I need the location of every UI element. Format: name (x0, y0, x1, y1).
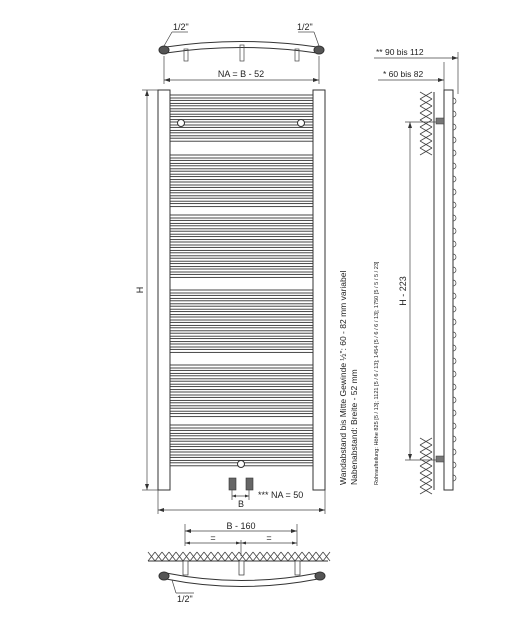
cross-tube (170, 231, 313, 234)
bottom-bracket-left (183, 561, 188, 575)
cross-tube (170, 258, 313, 261)
right-collector (313, 90, 325, 490)
bottom-end-cap-left (159, 572, 169, 580)
top-connection-left-label: 1/2" (173, 22, 189, 32)
cross-tube (170, 392, 313, 395)
notes (338, 261, 380, 485)
front-vent-point (238, 461, 245, 468)
cross-tube (170, 317, 313, 320)
cross-tube (170, 349, 313, 352)
top-connection-right-label: 1/2" (297, 22, 313, 32)
note-tube-distribution: Rohraufteilung: Höhe 825 [5 / 13]; 1121 [5 / 6 / 13]; 1454 [5 / 6 / 6 / 13]; 1750 [5 / 5 / 5 / 23] (374, 261, 380, 485)
side-bracket-bottom (436, 456, 444, 462)
cross-tube (170, 339, 313, 342)
cross-tube (170, 274, 313, 277)
side-bracket-top (436, 118, 444, 124)
cross-tube (170, 193, 313, 196)
front-height-label: H (135, 286, 145, 294)
cross-tube (170, 344, 313, 347)
bottom-view (148, 521, 330, 604)
cross-tube (170, 95, 313, 98)
bottom-end-cap-right (315, 572, 325, 580)
front-fixing-point-left (178, 120, 185, 127)
cross-tube (170, 100, 313, 103)
cross-tube (170, 376, 313, 379)
cross-tube (170, 403, 313, 406)
cross-tube (170, 264, 313, 267)
cross-tube (170, 387, 313, 390)
cross-tube (170, 226, 313, 229)
bottom-valve-right (246, 478, 253, 490)
front-width-label: B (237, 499, 245, 509)
front-fixing-point-right (298, 120, 305, 127)
cross-tube (170, 171, 313, 174)
cross-tube (170, 166, 313, 169)
bottom-wall-hatch (148, 552, 330, 561)
cross-tube (170, 215, 313, 218)
cross-tube (170, 247, 313, 250)
cross-tube (170, 127, 313, 130)
top-hub-distance-label: NA = B - 52 (217, 69, 265, 79)
cross-tube (170, 425, 313, 428)
cross-tube (170, 408, 313, 411)
side-dim-outer-label: ** 90 bis 112 (376, 47, 424, 57)
bottom-connection-label: 1/2" (177, 594, 193, 604)
cross-tube (170, 290, 313, 293)
cross-tube (170, 370, 313, 373)
cross-tube (170, 430, 313, 433)
cross-tube (170, 237, 313, 240)
cross-tube (170, 106, 313, 109)
cross-tube (170, 220, 313, 223)
cross-tube (170, 198, 313, 201)
cross-tube (170, 397, 313, 400)
bottom-width-label: B - 160 (226, 521, 256, 531)
cross-tube (170, 187, 313, 190)
cross-tube (170, 155, 313, 158)
cross-tube (170, 381, 313, 384)
bottom-bracket-middle (239, 561, 244, 575)
cross-tube (170, 312, 313, 315)
cross-tube (170, 253, 313, 256)
bottom-valve-left (229, 478, 236, 490)
cross-tube (170, 441, 313, 444)
side-dim-inner-label: * 60 bis 82 (383, 69, 424, 79)
left-collector (158, 90, 170, 490)
cross-tube (170, 138, 313, 141)
cross-tube (170, 328, 313, 331)
cross-tube (170, 333, 313, 336)
cross-tube (170, 204, 313, 207)
cross-tube (170, 133, 313, 136)
cross-tube (170, 177, 313, 180)
note-wall-distance: Wandabstand bis Mitte Gewinde ½": 60 - 82 mm variabel (338, 270, 348, 485)
cross-tube (170, 452, 313, 455)
cross-tube (170, 301, 313, 304)
cross-tube (170, 242, 313, 245)
front-view (135, 90, 325, 514)
cross-tube (170, 306, 313, 309)
bottom-equal-left: = (210, 533, 216, 543)
cross-tube (170, 182, 313, 185)
side-height-label: H - 223 (398, 276, 408, 306)
cross-tube (170, 269, 313, 272)
cross-tube (170, 457, 313, 460)
top-header-pipe-lower (166, 48, 317, 54)
top-header-pipe-upper (166, 42, 317, 48)
side-radiator-column (444, 90, 453, 490)
side-view (374, 47, 458, 494)
cross-tube (170, 295, 313, 298)
cross-tube (170, 414, 313, 417)
cross-tubes (170, 95, 313, 466)
side-wall-hatch (420, 92, 432, 494)
top-end-cap-right (314, 46, 324, 54)
bottom-bracket-right (295, 561, 300, 575)
cross-tube (170, 117, 313, 120)
cross-tube (170, 122, 313, 125)
cross-tube (170, 160, 313, 163)
top-view (159, 22, 324, 84)
top-end-cap-left (159, 46, 169, 54)
cross-tube (170, 322, 313, 325)
cross-tube (170, 436, 313, 439)
bottom-equal-right: = (266, 533, 272, 543)
bottom-hub-distance-label: *** NA = 50 (258, 490, 304, 500)
cross-tube (170, 365, 313, 368)
note-hub-distance: Nabenabstand: Breite - 52 mm (349, 369, 359, 485)
cross-tube (170, 447, 313, 450)
cross-tube (170, 111, 313, 114)
